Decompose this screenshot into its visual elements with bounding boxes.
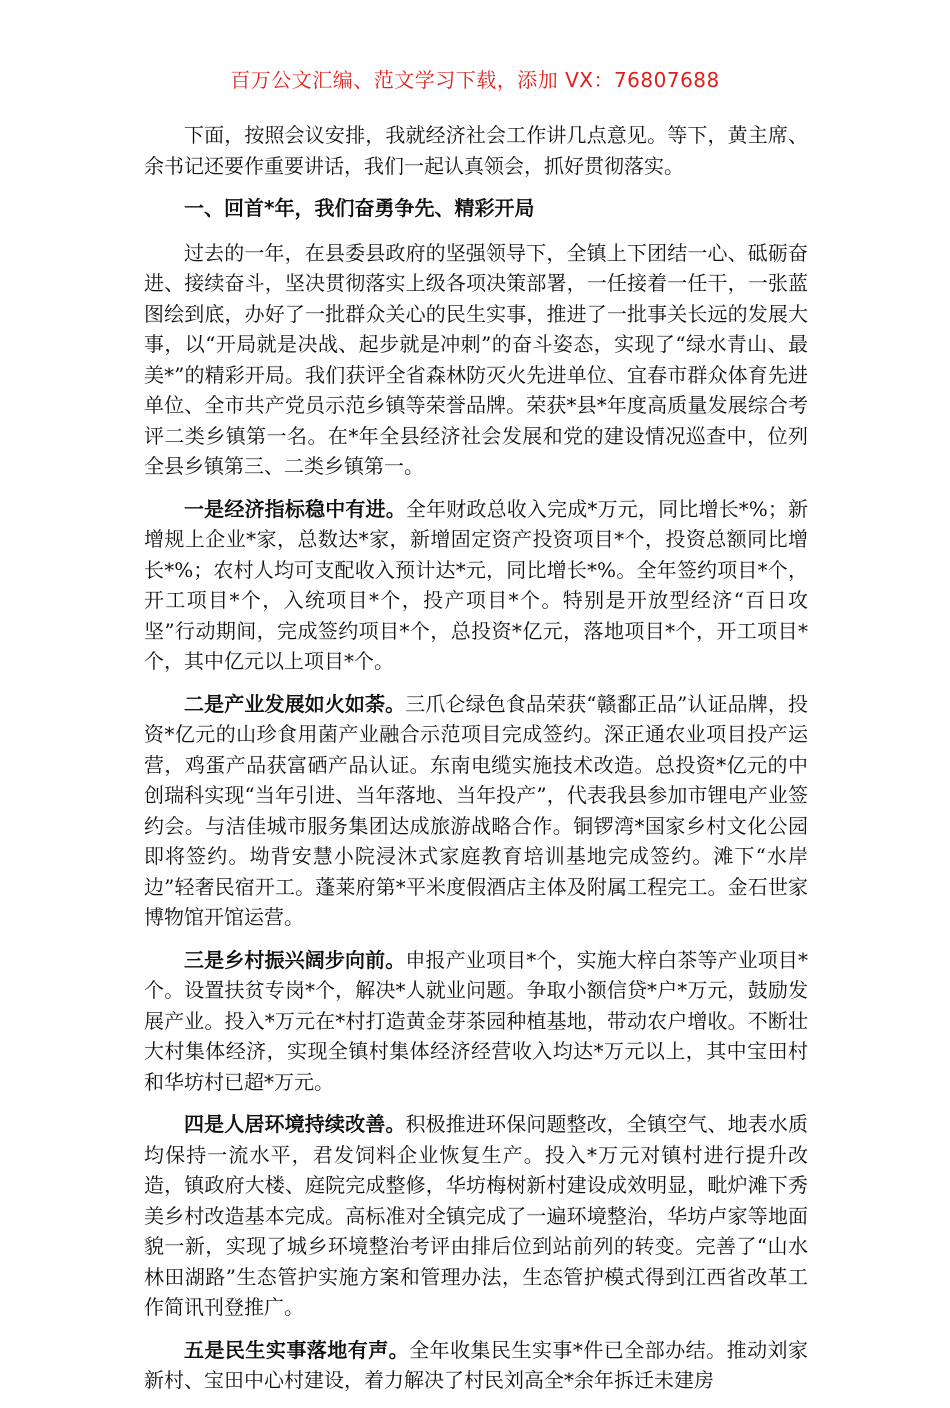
point-text: 三爪仑绿色食品荣获“赣鄱正品”认证品牌，投资*亿元的山珍食用菌产业融合示范项目完成签约。深正通农业项目投产运营，鸡蛋产品获富硒产品认证。东南电缆实施技术改造。总投资*亿元的中创瑞科实现“当年引进、当年落地、当年投产”，代表我县参加市锂电产业签约会。与洁佳城市服务集团达成旅游战略合作。铜锣湾*国家乡村文化公园即将签约。坳背安慧小院浸沐式家庭教育培训基地完成签约。滩下“水岸边”轻奢民宿开工。蓬莱府第*平米度假酒店主体及附属工程完工。金石世家博物馆开馆运营。 (144, 691, 809, 929)
point-paragraph-4 (144, 1109, 808, 1323)
point-paragraph-1 (144, 494, 808, 677)
point-paragraph-2 (144, 689, 808, 933)
header-banner: 百万公文汇编、范文学习下载，添加 VX：76807688 (230, 68, 720, 92)
point-text: 全年财政总收入完成*万元，同比增长*%；新增规上企业*家，总数达*家，新增固定资产投资项目*个，投资总额同比增长*%；农村人均可支配收入预计达*元，同比增长*%。全年签约项目*个，开工项目*个，入统项目*个，投产项目*个。特别是开放型经济“百日攻坚”行动期间，完成签约项目*个，总投资*亿元，落地项目*个，开工项目*个，其中亿元以上项目*个。 (144, 496, 808, 673)
point-lead: 四是人居环境持续改善。 (184, 1112, 406, 1136)
intro-paragraph: 下面，按照会议安排，我就经济社会工作讲几点意见。等下，黄主席、余书记还要作重要讲话，我们一起认真领会，抓好贯彻落实。 (144, 123, 808, 178)
point-paragraph-3 (144, 945, 808, 1098)
section-body-paragraph: 过去的一年，在县委县政府的坚强领导下，全镇上下团结一心、砥砺奋进、接续奋斗，坚决贯彻落实上级各项决策部署，一任接着一任干，一张蓝图绘到底，办好了一批群众关心的民生实事，推进了一批事关长远的发展大事，以“开局就是决战、起步就是冲刺”的奋斗姿态，实现了“绿水青山、最美*”的精彩开局。我们获评全省森林防灭火先进单位、宜春市群众体育先进单位、全市共产党员示范乡镇等荣誉品牌。荣获*县*年度高质量发展综合考评二类乡镇第一名。在*年全县经济社会发展和党的建设情况巡查中，位列全县乡镇第三、二类乡镇第一。 (144, 240, 808, 478)
point-lead: 五是民生实事落地有声。 (184, 1337, 410, 1362)
point-text: 积极推进环保问题整改，全镇空气、地表水质均保持一流水平，君发饲料企业恢复生产。投入*万元对镇村进行提升改造，镇政府大楼、庭院完成整修，华坊梅树新村建设成效明显，毗炉滩下秀美乡村改造基本完成。高标准对全镇完成了一遍环境整治，华坊卢家等地面貌一新，实现了城乡环境整治考评由排后位到站前列的转变。完善了“山水林田湖路”生态管护实施方案和管理办法，生态管护模式得到江西省改革工作简讯刊登推广。 (144, 1112, 809, 1319)
point-text: 申报产业项目*个，实施大梓白茶等产业项目*个。设置扶贫专岗*个，解决*人就业问题。争取小额信贷*户*万元，鼓励发展产业。投入*万元在*村打造黄金芽茶园种植基地，带动农户增收。不断壮大村集体经济，实现全镇村集体经济经营收入均达*万元以上，其中宝田村和华坊村已超*万元。 (144, 947, 809, 1094)
point-text: 全年收集民生实事*件已全部办结。推动刘家新村、宝田中心村建设，着力解决了村民刘高全*余年拆迁未建房 (144, 1337, 809, 1392)
point-lead: 三是乡村振兴阔步向前。 (184, 947, 406, 972)
section-heading: 一、回首*年，我们奋勇争先、精彩开局 (184, 196, 535, 220)
point-lead: 一是经济指标稳中有进。 (184, 496, 406, 521)
point-lead: 二是产业发展如火如荼。 (184, 691, 406, 716)
document-body (144, 120, 808, 1408)
